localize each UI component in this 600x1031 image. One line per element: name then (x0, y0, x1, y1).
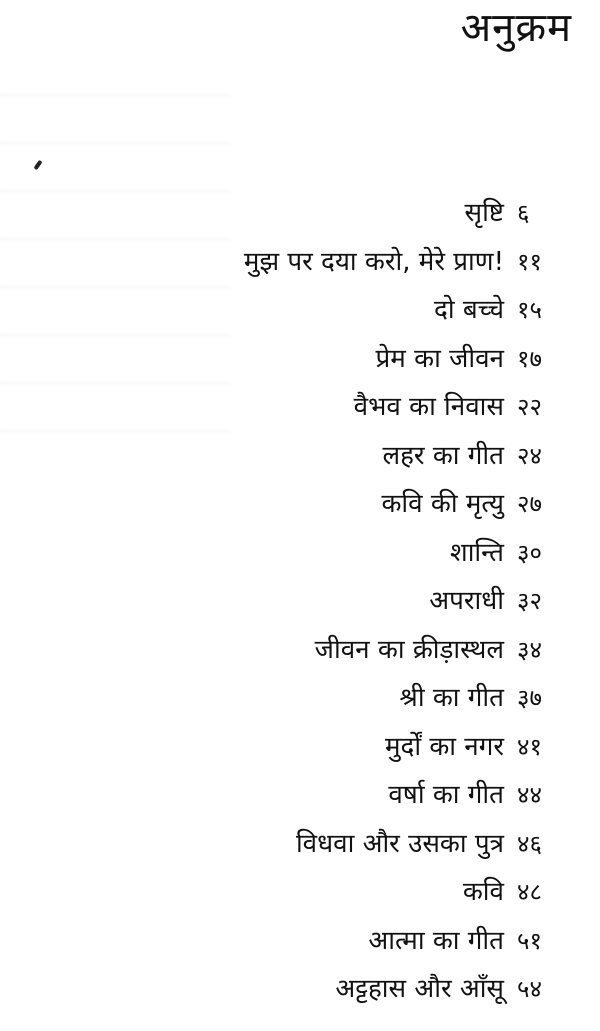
toc-entry (0, 239, 600, 288)
toc-entry-page-number: ३० (517, 538, 542, 567)
toc-entry-page-number: ११ (517, 247, 542, 276)
toc-entry (0, 724, 600, 773)
table-of-contents (0, 190, 600, 1015)
toc-entry-title: आत्मा का गीत (368, 925, 504, 956)
toc-entry-title: लहर का गीत (382, 440, 504, 471)
toc-entry-title: जीवन का क्रीड़ास्थल (314, 634, 504, 665)
toc-entry-page-number: ३२ (517, 587, 542, 615)
toc-entry-page-number: ३४ (517, 635, 542, 664)
toc-entry-page-number: ४८ (517, 878, 542, 906)
toc-entry-title: वैभव का निवास (353, 392, 504, 422)
toc-entry-title: प्रेम का जीवन (375, 343, 504, 374)
toc-entry-title: दो बच्चे (434, 295, 504, 325)
page-title: अनुक्रम (460, 5, 572, 51)
toc-entry-page-number: ३७ (517, 684, 542, 712)
toc-entry-page-number: २७ (517, 490, 542, 518)
toc-entry (0, 966, 600, 1015)
toc-entry (0, 918, 600, 967)
toc-entry (0, 433, 600, 482)
toc-entry-page-number: १५ (517, 296, 542, 324)
toc-entry-title: अपराधी (429, 586, 504, 616)
toc-entry-page-number: ४१ (517, 732, 542, 761)
toc-entry-title: श्री का गीत (399, 683, 504, 713)
toc-entry-title: कवि की मृत्यु (381, 489, 504, 519)
toc-entry-title: कवि (462, 877, 504, 907)
toc-entry (0, 578, 600, 627)
toc-entry-page-number: १७ (517, 344, 542, 373)
toc-entry-title: अट्टहास और आँसू (335, 974, 504, 1004)
toc-entry-page-number: ५४ (517, 975, 542, 1003)
toc-entry (0, 481, 600, 530)
toc-entry (0, 675, 600, 724)
toc-entry-page-number: २२ (517, 393, 542, 421)
toc-entry-page-number: २४ (517, 441, 542, 470)
toc-entry (0, 869, 600, 918)
toc-entry (0, 384, 600, 433)
toc-entry-title: मुर्दों का नगर (384, 731, 504, 762)
toc-entry-title: सृष्टि (464, 198, 504, 228)
toc-entry (0, 772, 600, 821)
toc-entry-page-number: ६ (517, 199, 530, 227)
toc-entry (0, 821, 600, 870)
toc-entry-title: मुझ पर दया करो, मेरे प्राण! (243, 246, 504, 277)
toc-entry-page-number: ५१ (517, 926, 542, 955)
toc-entry (0, 190, 600, 239)
toc-entry-page-number: ४६ (517, 829, 542, 858)
toc-entry-title: शान्ति (450, 537, 504, 568)
toc-entry (0, 336, 600, 385)
toc-entry-title: वर्षा का गीत (388, 780, 504, 810)
toc-entry (0, 530, 600, 579)
toc-entry (0, 287, 600, 336)
toc-entry (0, 627, 600, 676)
toc-entry-title: विधवा और उसका पुत्र (295, 828, 504, 859)
toc-entry-page-number: ४४ (517, 781, 542, 809)
